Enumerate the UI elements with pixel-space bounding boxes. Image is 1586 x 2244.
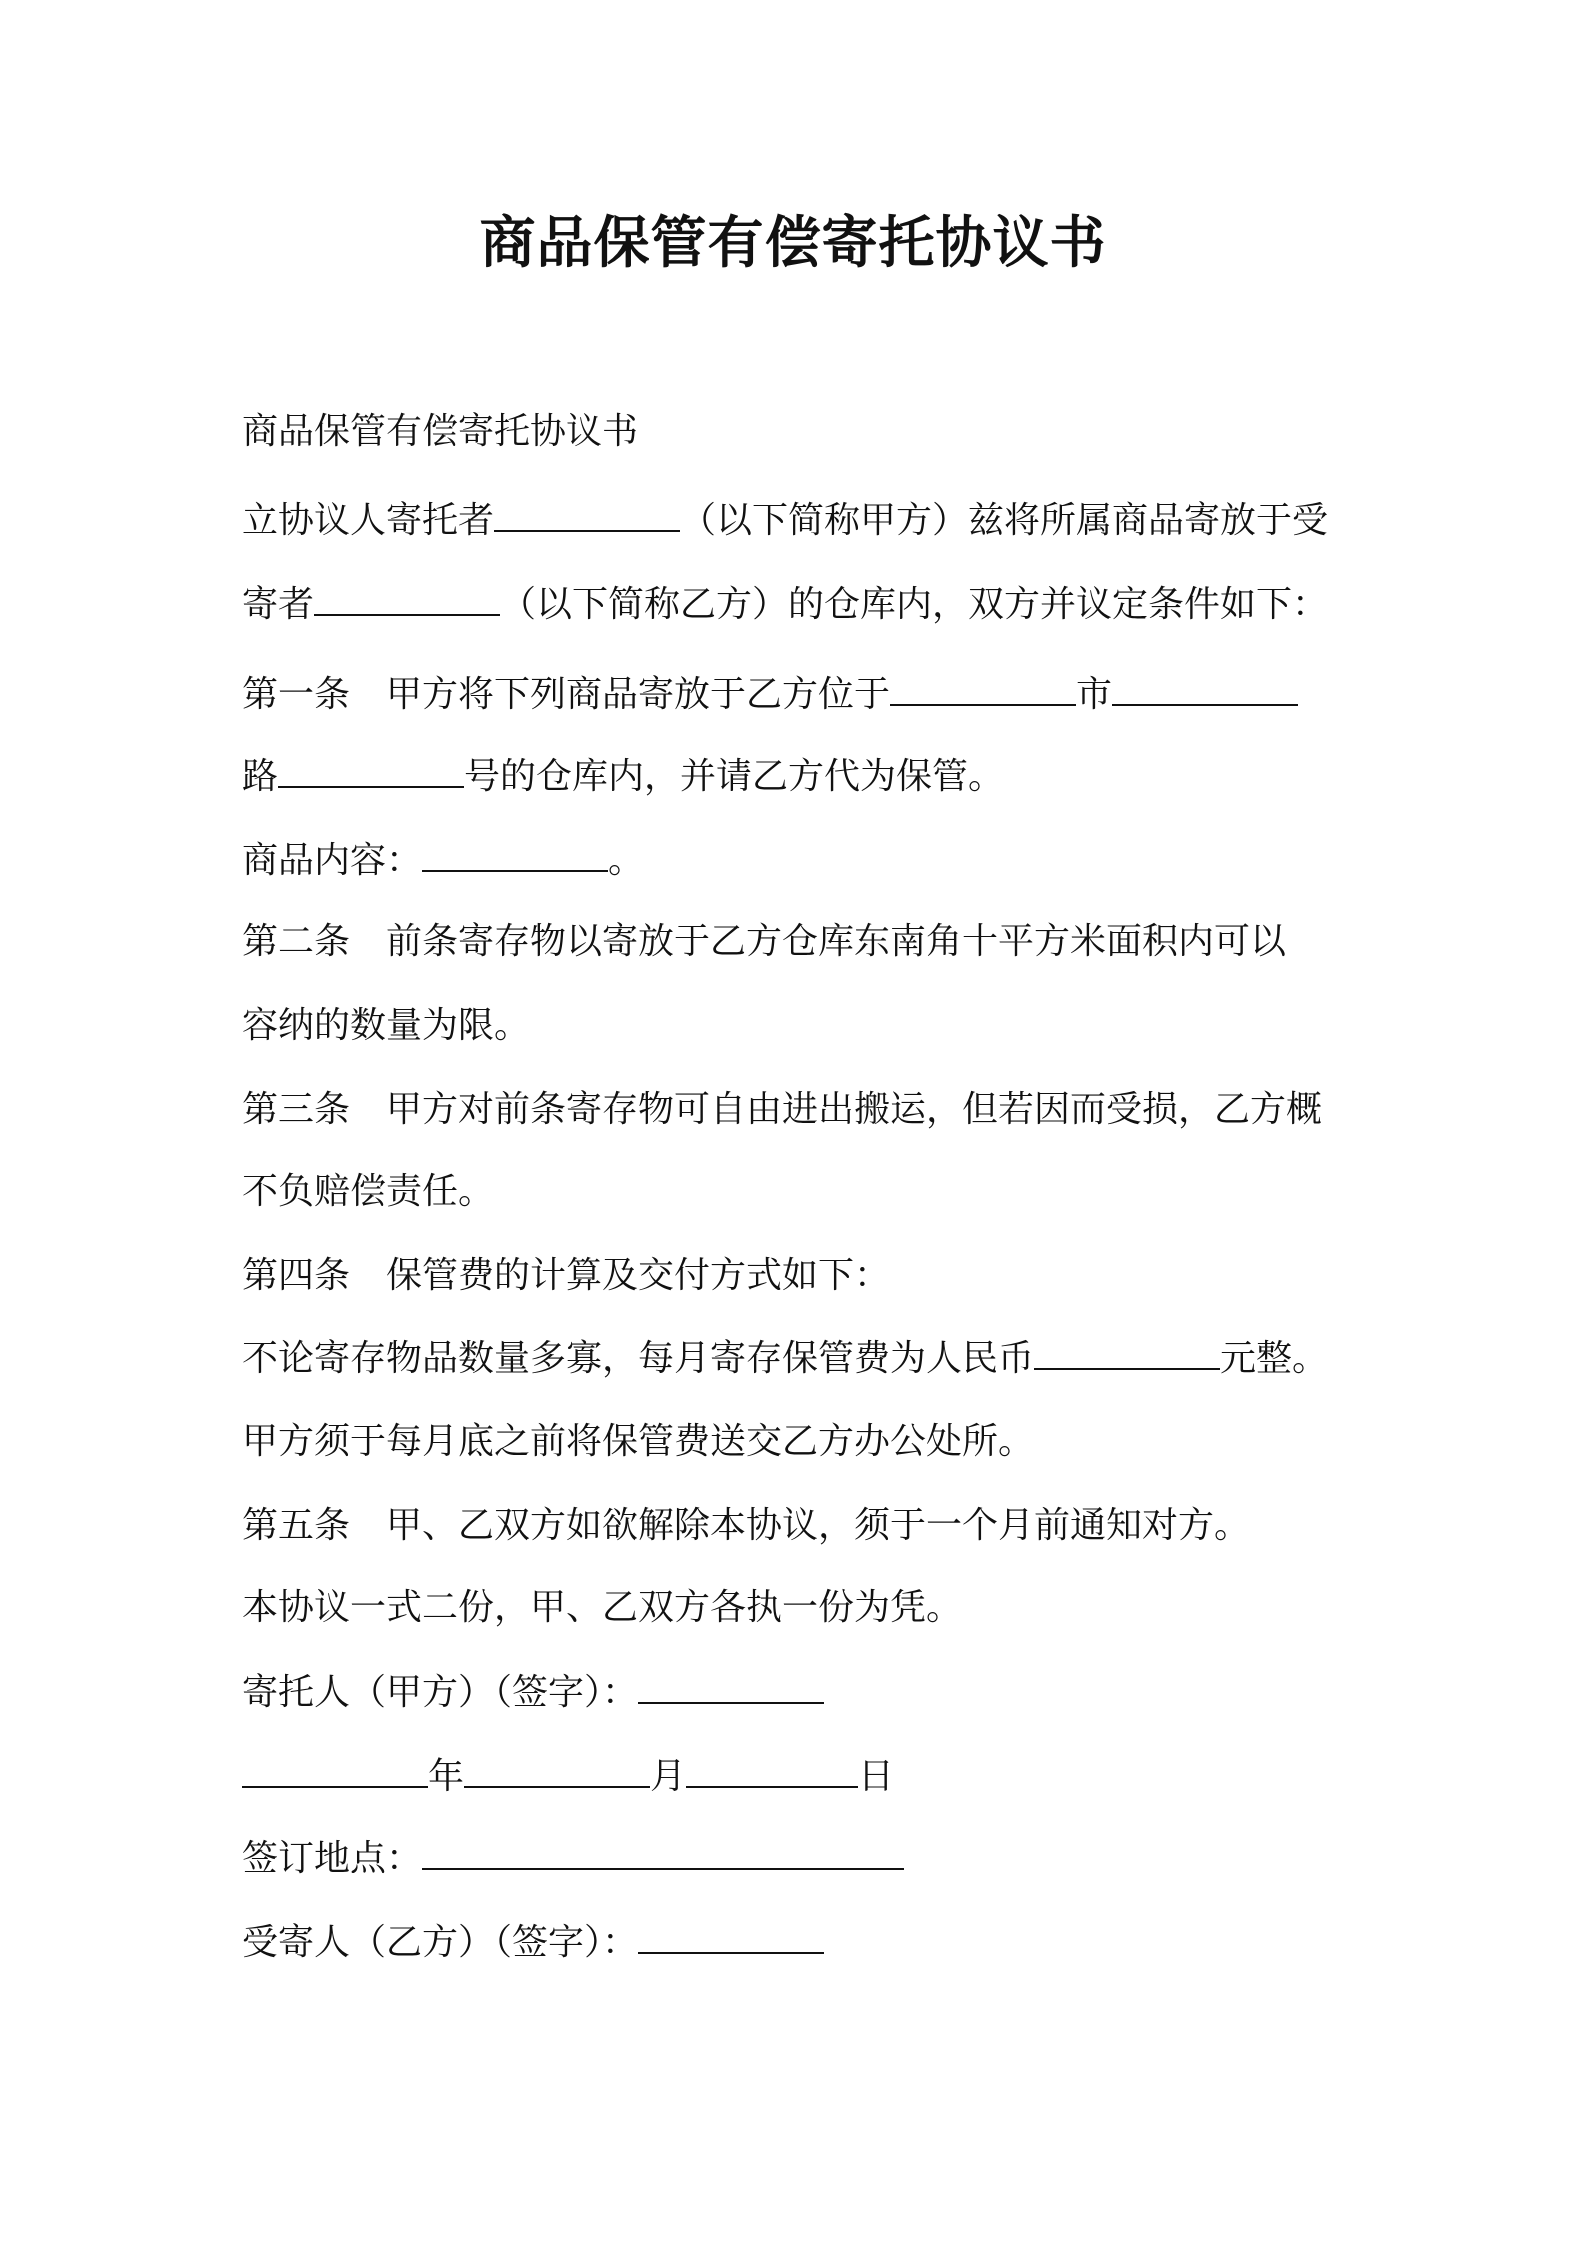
copies-line: 本协议一式二份，甲、乙双方各执一份为凭。 <box>242 1587 963 1628</box>
article-label: 第二条 <box>242 921 351 962</box>
city-blank <box>890 670 1076 706</box>
depositor-signature-blank <box>638 1668 824 1704</box>
article-text: 号的仓库内，并请乙方代为保管。 <box>464 756 1005 797</box>
article-text: 前条寄存物以寄放于乙方仓库东南角十平方米面积内可以 <box>386 921 1287 962</box>
day-label: 日 <box>858 1756 895 1797</box>
place-label: 签订地点： <box>242 1838 423 1879</box>
custodian-signature-line <box>242 1918 1372 1967</box>
article-5-line-1 <box>242 1502 1372 1550</box>
intro-text: 立协议人寄托者 <box>242 500 495 541</box>
goods-label: 商品内容： <box>242 840 423 881</box>
depositor-name-blank <box>494 496 680 532</box>
number-blank <box>278 752 464 788</box>
depositor-label: 寄托人（甲方）（签字）： <box>242 1672 639 1713</box>
signing-place-line <box>242 1834 1372 1883</box>
article-2-line-1 <box>242 918 1372 966</box>
article-text: 甲、乙双方如欲解除本协议，须于一个月前通知对方。 <box>386 1505 1251 1546</box>
intro-text: 寄者 <box>242 584 315 625</box>
document-title: 商品保管有偿寄托协议书 <box>479 211 1107 276</box>
article-1-line-2 <box>242 752 1372 801</box>
article-text: 市 <box>1076 674 1113 715</box>
intro-text: （以下简称乙方）的仓库内，双方并议定条件如下： <box>500 584 1329 625</box>
month-label: 月 <box>650 1756 687 1797</box>
custodian-signature-blank <box>638 1918 824 1954</box>
article-text: 路 <box>242 756 279 797</box>
day-blank <box>686 1752 858 1788</box>
article-label: 第四条 <box>242 1255 351 1296</box>
article-text: 保管费的计算及交付方式如下： <box>386 1255 891 1296</box>
article-label: 第一条 <box>242 674 351 715</box>
article-2-line-2: 容纳的数量为限。 <box>242 1005 531 1046</box>
article-4-line-1 <box>242 1252 1372 1300</box>
month-blank <box>464 1752 650 1788</box>
article-3-line-1 <box>242 1086 1372 1134</box>
goods-end: 。 <box>608 840 645 881</box>
article-label: 第五条 <box>242 1505 351 1546</box>
article-4-line-3: 甲方须于每月底之前将保管费送交乙方办公处所。 <box>242 1421 1035 1462</box>
custodian-name-blank <box>314 580 500 616</box>
depositor-signature-line <box>242 1668 1372 1717</box>
year-blank <box>242 1752 428 1788</box>
article-label: 第三条 <box>242 1089 351 1130</box>
document-subtitle: 商品保管有偿寄托协议书 <box>242 411 639 452</box>
intro-line-2 <box>242 580 1372 629</box>
intro-text: （以下简称甲方）兹将所属商品寄放于受 <box>680 500 1329 541</box>
fee-blank <box>1034 1334 1220 1370</box>
road-blank <box>1112 670 1298 706</box>
goods-line <box>242 836 1372 885</box>
custodian-label: 受寄人（乙方）（签字）： <box>242 1922 639 1963</box>
article-text: 元整。 <box>1220 1338 1329 1379</box>
article-3-line-2: 不负赔偿责任。 <box>242 1171 495 1212</box>
article-text: 不论寄存物品数量多寡，每月寄存保管费为人民币 <box>242 1338 1035 1379</box>
article-4-line-2 <box>242 1334 1372 1383</box>
goods-blank <box>422 836 608 872</box>
article-1-line-1 <box>242 670 1372 719</box>
year-label: 年 <box>428 1756 465 1797</box>
place-blank <box>422 1834 904 1870</box>
article-text: 甲方对前条寄存物可自由进出搬运，但若因而受损，乙方概 <box>386 1089 1323 1130</box>
date-line <box>242 1752 1372 1801</box>
intro-line-1 <box>242 496 1372 545</box>
article-text: 甲方将下列商品寄放于乙方位于 <box>386 674 891 715</box>
